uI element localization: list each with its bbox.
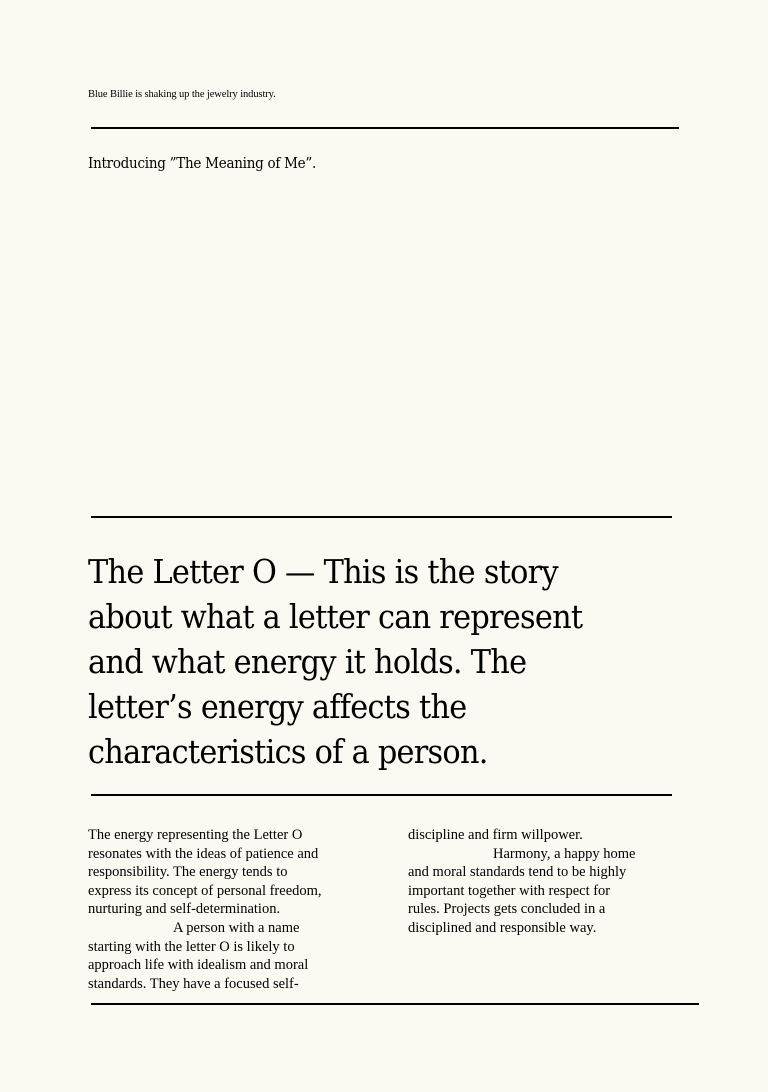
body-line: resonates with the ideas of patience and (88, 845, 319, 862)
body-line: disciplined and responsible way. (408, 919, 597, 936)
body-line: starting with the letter O is likely to (88, 938, 295, 955)
divider-above-headline (91, 516, 672, 518)
body-line: discipline and firm willpower. (408, 827, 583, 843)
body-line: Harmony, a happy home (493, 845, 636, 862)
body-line: The energy representing the Letter O (88, 827, 303, 843)
body-line: responsibility. The energy tends to (88, 864, 288, 881)
divider-top (91, 127, 679, 129)
headline (88, 549, 640, 774)
headline-line: about what a letter can represent (88, 597, 583, 636)
body-line: A person with a name (173, 919, 300, 936)
body-line: rules. Projects gets concluded in a (408, 901, 606, 918)
intro-text: Introducing ”The Meaning of Me”. (88, 154, 317, 172)
headline-line: characteristics of a person. (88, 732, 488, 771)
divider-below-headline (91, 794, 672, 796)
body-column-left (88, 826, 378, 993)
body-line: and moral standards tend to be highly (408, 864, 627, 881)
divider-bottom (91, 1003, 699, 1005)
body-line: standards. They have a focused self- (88, 975, 299, 992)
body-line: nurturing and self-determination. (88, 901, 281, 918)
tagline: Blue Billie is shaking up the jewelry industry. (88, 89, 276, 100)
headline-line: The Letter O — This is the story (88, 552, 558, 591)
headline-line: and what energy it holds. The (88, 642, 527, 681)
body-line: important together with respect for (408, 882, 611, 899)
body-line: approach life with idealism and moral (88, 957, 309, 974)
body-column-right (408, 826, 698, 938)
headline-line: letter’s energy affects the (88, 687, 467, 726)
body-line: express its concept of personal freedom, (88, 882, 322, 899)
